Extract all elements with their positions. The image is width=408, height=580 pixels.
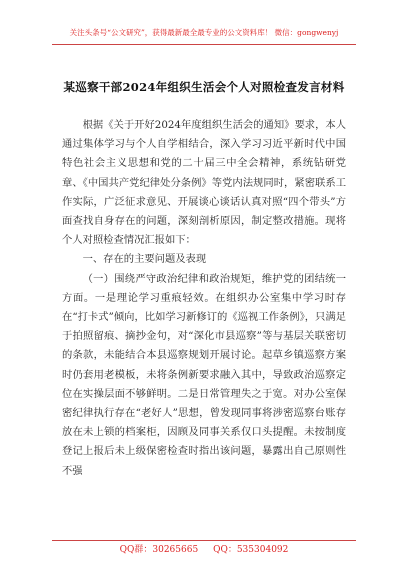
document-body (62, 116, 346, 481)
footer-divider (52, 540, 356, 541)
footer-contacts (0, 542, 408, 555)
footer-qq: QQ：535304092 (213, 545, 289, 555)
footer-qq-group: QQ群：30265665 (119, 545, 199, 555)
paragraph-intro: 根据《关于开好2024年度组织生活会的通知》要求，本人通过集体学习与个人自学相结合，深入学习习近平新时代中国特色社会主义思想和党的二十届三中全会精神，系统钻研党章、《中国共产党纪律处分条例》等党内法规同时，紧密联系工作实际，广泛征求意见、开展谈心谈话认真对照“四个带头”方面查找自身存在的问题，深刻剖析原因，制定整改措施。现将个人对照检查情况汇报如下： (62, 119, 346, 247)
section-heading: 一、存在的主要问题及表现 (82, 253, 207, 266)
paragraph-section-1: （一）围绕严守政治纪律和政治规矩，维护党的团结统一方面。一是理论学习重痕轻效。在组织办公室集中学习时存在“打卡式”倾向，比如学习新修订的《巡视工作条例》，只满足于拍照留痕、摘抄金句，对“深化市县巡察”等与基层关联密切的条款，未能结合本县巡察规划开展讨论。起草乡镇巡察方案时仍套用老模板，未将条例新要求融入其中，导致政治巡察定位在实操层面不够鲜明。二是日常管理失之于宽。对办公室保密纪律执行存在“老好人”思想，曾发现同事将涉密巡察台账存放在未上锁的档案柜，因顾及同事关系仅口头提醒。未按制度登记上报后未上级保密检查时指出该问题，暴露出自己原则性不强 (62, 272, 346, 477)
header-divider (52, 44, 356, 45)
document-title: 某巡察干部2024年组织生活会个人对照检查发言材料 (63, 80, 345, 94)
header-promo: 关注头条号“公文研究”，获得最新最全最专业的公文资料库！ 微信：gongwenyj (69, 28, 339, 37)
